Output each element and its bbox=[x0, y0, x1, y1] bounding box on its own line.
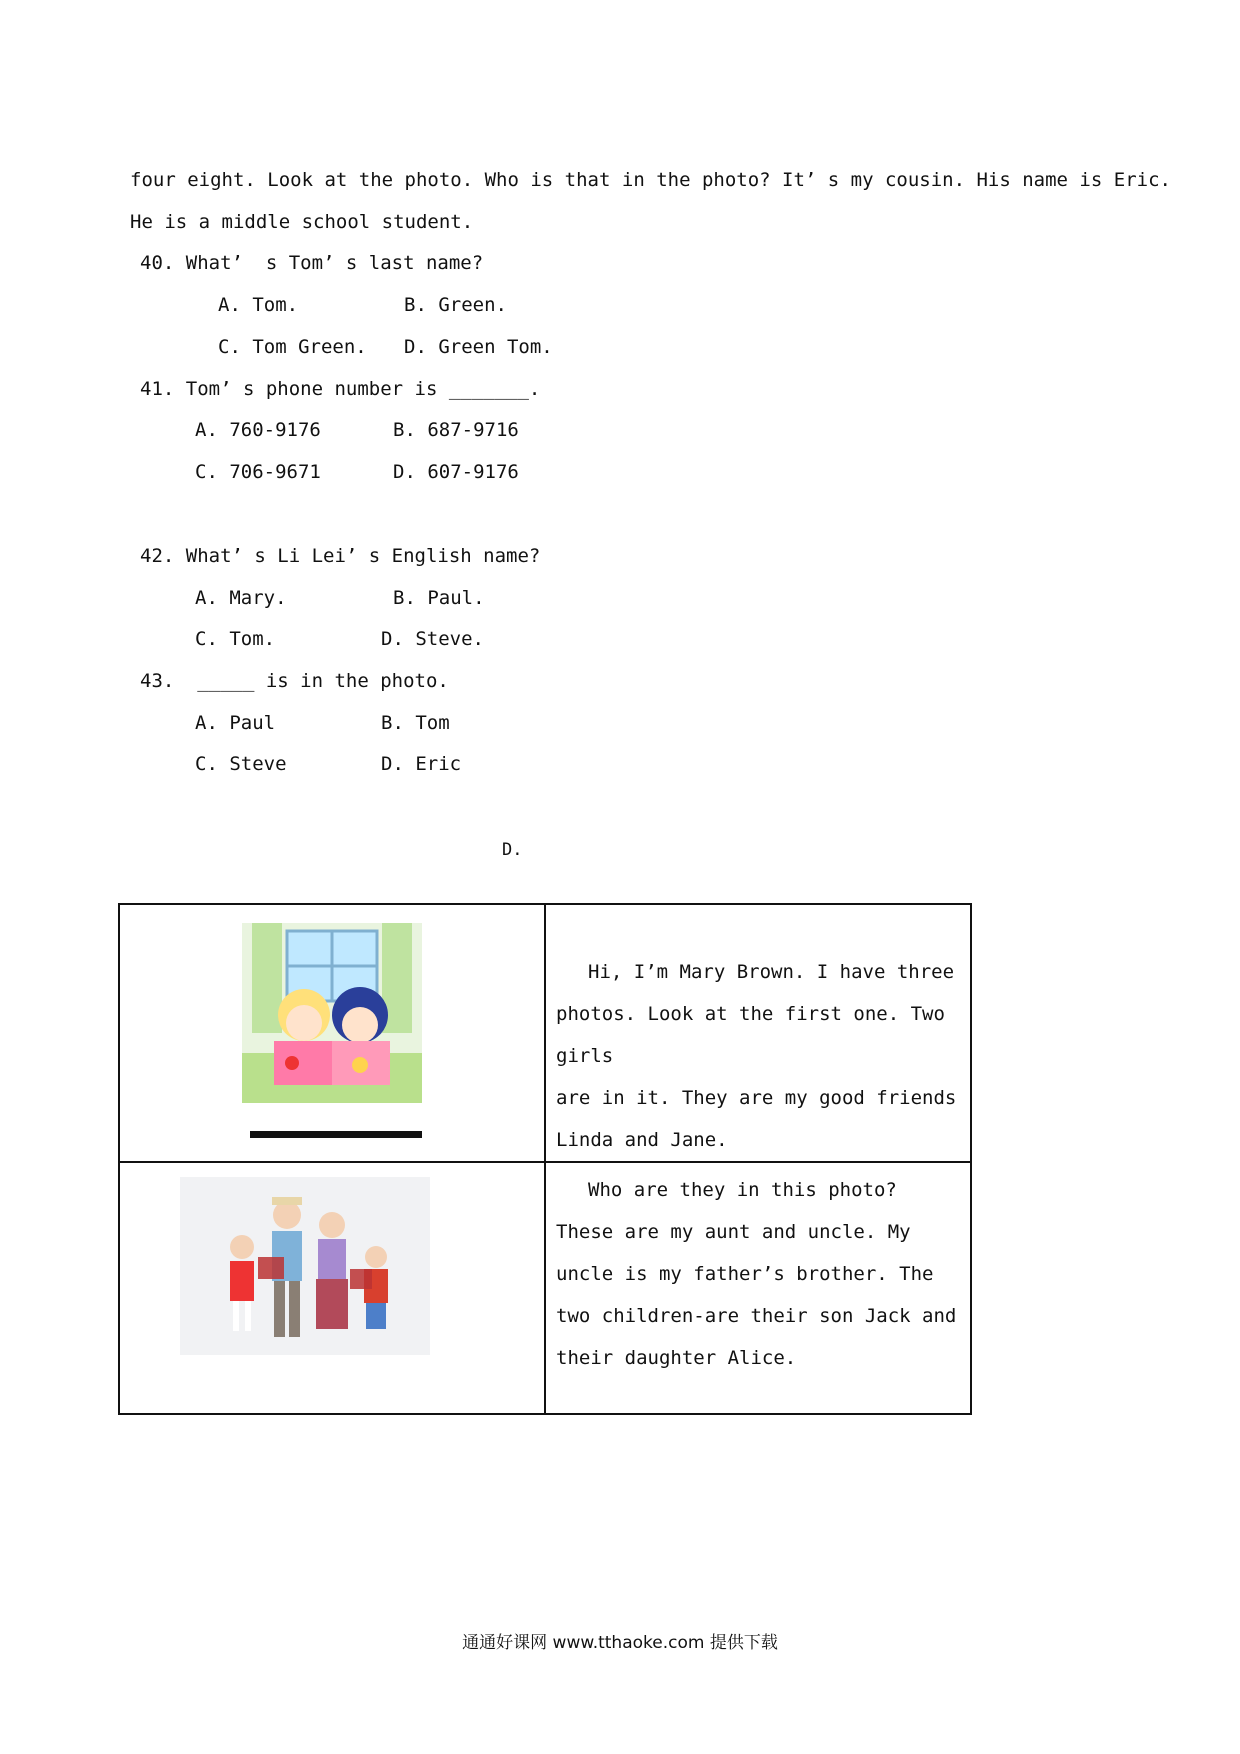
question-42-option-b: B. Paul. bbox=[393, 587, 485, 609]
family-figurines-photo bbox=[180, 1177, 430, 1355]
girls-reading-illustration bbox=[242, 923, 422, 1103]
text-1-line-3: are in it. They are my good friends bbox=[556, 1087, 957, 1109]
table-cell-image-2 bbox=[119, 1162, 545, 1414]
question-41-option-d: D. 607-9176 bbox=[393, 461, 519, 483]
reading-table bbox=[118, 903, 972, 1415]
text-2-line-2: These are my aunt and uncle. My bbox=[556, 1221, 911, 1243]
text-1-line-2: photos. Look at the first one. Two girls bbox=[556, 1003, 945, 1067]
table-cell-text-2 bbox=[545, 1162, 971, 1414]
question-43-option-b: B. Tom bbox=[381, 712, 450, 734]
text-2-line-3: uncle is my father’s brother. The bbox=[556, 1263, 934, 1285]
question-42-option-a: A. Mary. bbox=[195, 587, 287, 609]
question-40-option-d: D. Green Tom. bbox=[404, 336, 553, 358]
question-41-stem: 41. Tom’ s phone number is _______. bbox=[140, 378, 541, 400]
question-40-option-a: A. Tom. bbox=[218, 294, 299, 316]
question-41-option-b: B. 687-9716 bbox=[393, 419, 519, 441]
section-label: D. bbox=[502, 840, 523, 860]
question-43-option-c: C. Steve bbox=[195, 753, 287, 775]
table-cell-image-1 bbox=[119, 904, 545, 1162]
passage-line-2: He is a middle school student. bbox=[130, 211, 474, 233]
passage-line-1: four eight. Look at the photo. Who is that in the photo? It’ s my cousin. His name is Eric. bbox=[130, 169, 1171, 191]
text-1-line-4: Linda and Jane. bbox=[556, 1129, 728, 1151]
question-40-stem: 40. What’ s Tom’ s last name? bbox=[140, 252, 484, 274]
text-2-line-5: their daughter Alice. bbox=[556, 1347, 797, 1369]
question-40-option-b: B. Green. bbox=[404, 294, 507, 316]
question-43-option-d: D. Eric bbox=[381, 753, 462, 775]
table-cell-text-1 bbox=[545, 904, 971, 1162]
question-43-option-a: A. Paul bbox=[195, 712, 276, 734]
text-1-line-1: Hi, I’m Mary Brown. I have three bbox=[588, 961, 955, 983]
question-43-stem: 43. _____ is in the photo. bbox=[140, 670, 449, 692]
question-42-stem: 42. What’ s Li Lei’ s English name? bbox=[140, 545, 541, 567]
text-2-line-4: two children-are their son Jack and bbox=[556, 1305, 957, 1327]
question-42-option-d: D. Steve. bbox=[381, 628, 484, 650]
text-2-line-1: Who are they in this photo? bbox=[588, 1179, 897, 1201]
image-caption-bar bbox=[250, 1131, 422, 1138]
page-footer: 通通好课网 www.tthaoke.com 提供下载 bbox=[462, 1633, 778, 1653]
question-41-option-c: C. 706-9671 bbox=[195, 461, 321, 483]
question-42-option-c: C. Tom. bbox=[195, 628, 276, 650]
question-40-option-c: C. Tom Green. bbox=[218, 336, 367, 358]
question-41-option-a: A. 760-9176 bbox=[195, 419, 321, 441]
